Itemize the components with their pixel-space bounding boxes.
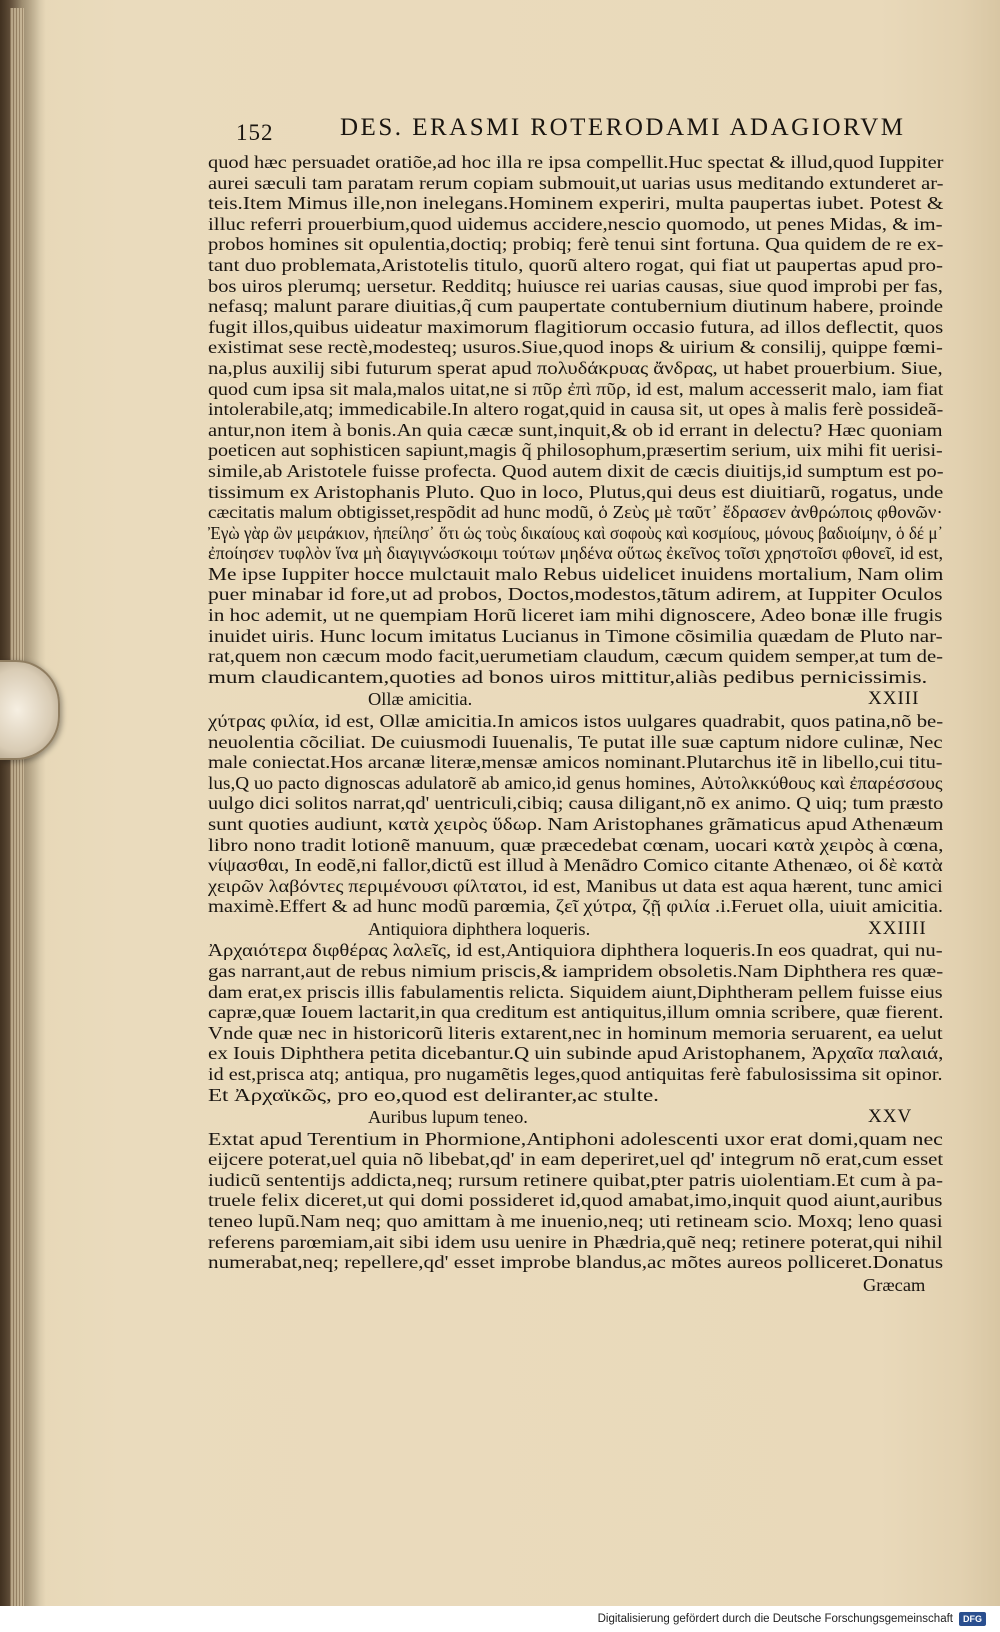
catchword: Græcam — [863, 1274, 926, 1295]
page-number: 152 — [236, 120, 274, 145]
text-line: cæcitatis malum obtigisset,respõdit ad hunc modũ, ὁ Ζεὺς μὲ ταῦτ᾽ ἔδρασεν ἀνθρώποις φθονῶν· — [208, 502, 943, 523]
text-line: male coniectat.Hos arcanæ literæ,mensæ amicos nominant.Plutarchus itẽ in libello,cui titu- — [208, 752, 943, 773]
text-line: simile,ab Aristotele fuisse profecta. Quod autem dixit de cæcis diuitijs,id sumptum est po- — [208, 460, 944, 481]
text-line: Vnde quæ nec in historicorũ literis extarent,nec in hominum memoria seruarent, ea uelut — [208, 1022, 943, 1043]
text-line: illuc referri prouerbium,quod uidemus accidere,nescio quomodo, ut penes Midas, & im- — [208, 213, 943, 234]
text-line: inuidet uiris. Hunc locum imitatus Lucianus in Timone cõsimilia quædam de Pluto nar- — [208, 625, 943, 646]
text-line: ἐποίησεν τυφλὸν ἵνα μὴ διαγιγνώσκοιμι τούτων μηδένα οὕτως ἐκεῖνος τοῖσι χρηστοῖσι φθονεῖ, id est, — [208, 543, 944, 564]
text-line: χύτρας φιλία, id est, Ollæ amicitia.In amicos istos uulgares quadrabit, quos patina,nõ be- — [208, 710, 944, 731]
text-line: quod hæc persuadet oratiõe,ad hoc illa re ipsa compellit.Huc spectat & illud,quod Iuppiter — [208, 152, 944, 172]
text-block-auribus-lupum — [208, 1129, 970, 1273]
text-line: νίψασθαι, In eodẽ,ni fallor,dictũ est illud à Menãdro Comico citante Athenæo, οἱ δὲ κατὰ — [208, 855, 943, 876]
adage-title: Ollæ amicitia. — [368, 689, 473, 710]
text-line: sunt quoties audiunt, κατὰ χειρὸς ὕδωρ. Nam Aristophanes grãmaticus apud Athenæum — [208, 813, 944, 834]
text-line: Et Ἀρχαϊκῶς, pro eo,quod est deliranter,ac stulte. — [208, 1084, 659, 1105]
text-line: Ἐγὼ γὰρ ὢν μειράκιον, ἠπείλησ᾽ ὅτι ὡς τοὺς δικαίους καὶ σοφοὺς καὶ κοσμίους, μόνους βαδιοίμην, ὁ δέ μ᾽ — [208, 522, 944, 543]
text-line: neuolentia cõciliat. De cuiusmodi Iuuenalis, Te putat ille suæ captum nidore culinæ, Nec — [208, 731, 943, 752]
text-line: mum claudicantem,quoties ad bonos uiros mittitur,aliàs pedibus pernicissimis. — [208, 666, 928, 687]
adage-heading-25 — [208, 1107, 970, 1129]
text-line: dam erat,ex priscis illis fabulamentis relicta. Siquidem aiunt,Diphtheram pellem fuisse eius — [208, 981, 943, 1002]
text-line: poeticen aut sophisticen sapiunt,magis q̃ philosophum,præsertim serium, uix mihi fit uerisi- — [208, 440, 943, 461]
page-edges — [10, 8, 24, 1618]
text-line: uulgo dici solitos narrat,qd' uentriculi,cibiq; causa diligant,nõ ex animo. Q uiq; tum præsto — [208, 793, 944, 814]
adage-number: XXIIII — [868, 917, 927, 939]
text-line: aurei sæculi tam paratam rerum copiam submouit,ut uarias usus meditando extunderet ar- — [208, 172, 944, 193]
text-line: gas narrant,aut de rebus nimium priscis,& iampridem obsoletis.Nam Diphthera res quæ- — [208, 960, 944, 981]
text-line: Ἀρχαιότερα διφθέρας λαλεῖς, id est,Antiquiora diphthera loqueris.In eos quadrat, qui nu- — [208, 940, 943, 961]
adage-title: Auribus lupum teneo. — [368, 1107, 528, 1128]
text-line: antur,non item à bonis.An quia cæcæ sunt,inquit,& ob id errant in delectu? Hæc quoniam — [208, 419, 943, 440]
adage-number: XXIII — [868, 688, 920, 710]
text-line: teis.Item Mimus ille,non inelegans.Hominem experiri, multa paupertas iubet. Potest & — [208, 193, 944, 214]
book-page — [208, 110, 970, 1350]
text-line: rat,quem non cæcum modo facit,uerumetiam claudum, cæcum quidem semper,at tum de- — [208, 646, 943, 667]
text-line: fugit illos,quibus uideatur maximorum flagitiorum occasio futura, ad illos deflectit, quos — [208, 316, 944, 337]
running-head-title: DES. ERASMI ROTERODAMI ADAGIORVM — [340, 114, 906, 141]
text-line: in hoc ademit, ut ne quempiam Horũ liceret iam mihi dignoscere, Adeo bonæ ille frugis — [208, 605, 943, 626]
text-line: bos uiros plerumq; uersetur. Redditq; huiusce rei uarias causas, siue quod improbi per fas, — [208, 275, 943, 296]
dfg-logo: DFG — [959, 1612, 986, 1626]
text-line: lus,Q uo pacto dignoscas adulatorẽ ab amico,id genus homines, Αὐτολκκύθους καὶ ἐπαρέσσους — [208, 772, 943, 793]
text-line: maximè.Effert & ad hunc modũ parœmia, ζεῖ χύτρα, ζῇ φιλία .i.Feruet olla, uiuit amicitia. — [208, 896, 944, 917]
adage-number: XXV — [868, 1106, 913, 1128]
text-block-diphthera — [208, 940, 970, 1105]
text-line: Me ipse Iuppiter hocce mulctauit malo Rebus uidelicet inuidens mortalium, Nam olim — [208, 563, 944, 584]
text-line: truele felix diceret,ut qui domi possideret id,quod amabat,imo,inquit quod aiunt,auribus — [208, 1190, 943, 1211]
text-line: existimat sese rectè,modesteq; usuros.Siue,quod inops & uirium & consilij, quippe fœmi- — [208, 337, 943, 358]
text-line: Extat apud Terentium in Phormione,Antiphoni adolescenti uxor erat domi,quam nec — [208, 1128, 943, 1149]
text-line: id est,prisca atq; antiqua, pro nugamẽtis leges,quod antiquitas ferè fabulosissima sit opinor. — [208, 1063, 943, 1084]
text-line: intolerabile,atq; immedicabile.In altero rogat,quid in causa sit, ut opes à malis ferè possideã- — [208, 399, 944, 420]
adage-heading-24 — [208, 919, 970, 941]
text-line: teneo lupũ.Nam neq; quo amittam à me inuenio,neq; uti retineam scio. Moxq; leno quasi — [208, 1211, 943, 1231]
text-line: probos homines sit opulentia,doctiq; probiq; ferè tenui sint fortuna. Qua quidem de re ex- — [208, 234, 944, 255]
text-line: eijcere poterat,uel quia nõ libebat,qd' in eam deperiret,uel qd' integrum nõ erat,cum esset — [208, 1149, 944, 1170]
text-block-intro — [208, 152, 970, 687]
text-line: numerabat,neq; repellere,qd' esset improbe blandus,ac mõtes aureos polliceret.Donatus — [208, 1252, 944, 1273]
text-line: χειρῶν λαβόντες περιμένουσι φίλτατοι, id est, Manibus ut data est aqua hærent, tunc amici — [208, 875, 943, 896]
text-line: iudicũ sententijs addicta,neq; rursum retinere quibat,pter patris uiolentiam.Et cum à pa- — [208, 1169, 943, 1190]
running-head — [208, 110, 970, 152]
text-block-ollae-amicitia — [208, 711, 970, 917]
text-line: na,plus auxilij sibi futurum sperat apud πολυδάκρυας ἄνδρας, ut habet prouerbium. Siue, — [208, 357, 943, 378]
body-text — [208, 152, 970, 1297]
text-line: tissimum ex Aristophanis Pluto. Quo in loco, Plutus,qui deus est diuitiarũ, rogatus, unde — [208, 481, 944, 502]
text-line: puer minabar id fore,ut ad probos, Doctos,modestos,tãtum adirem, at Iuppiter Oculos — [208, 584, 943, 605]
text-line: tant duo problemata,Aristotelis titulo, quorũ altero rogat, qui fiat ut paupertas apud pro- — [208, 254, 944, 275]
adage-heading-23 — [208, 689, 970, 711]
text-line: nefasq; malunt parare diuitias,q̃ cum paupertate contubernium diutinum habere, proinde — [208, 296, 944, 317]
text-line: referens parœmiam,ait sibi idem usu uenire in Phædria,quẽ neq; retinere poterat,qui nihil — [208, 1231, 943, 1252]
adage-title: Antiquiora diphthera loqueris. — [368, 918, 591, 939]
text-line: ex Iouis Diphthera petita dicebantur.Q uin subinde apud Aristophanem, Ἀρχαῖα παλαιά, — [208, 1043, 944, 1064]
digitization-footer — [0, 1606, 1000, 1632]
text-line: capræ,quæ Iouem lactarit,in qua creditum est antiquitus,illum omnia scribere, quæ fierent. — [208, 1002, 944, 1023]
funding-credit: Digitalisierung gefördert durch die Deutsche Forschungsgemeinschaft — [597, 1613, 953, 1625]
catchword-row — [208, 1273, 970, 1297]
text-line: libro nono tradit lotionẽ manuum, quæ præcedebat cœnam, uocari κατὰ χειρὸς à cœna, — [208, 834, 944, 855]
text-line: quod cum ipsa sit mala,malos uitat,ne si πῦρ ἐπὶ πῦρ, id est, malum accesserit malo, iam fiat — [208, 378, 944, 399]
